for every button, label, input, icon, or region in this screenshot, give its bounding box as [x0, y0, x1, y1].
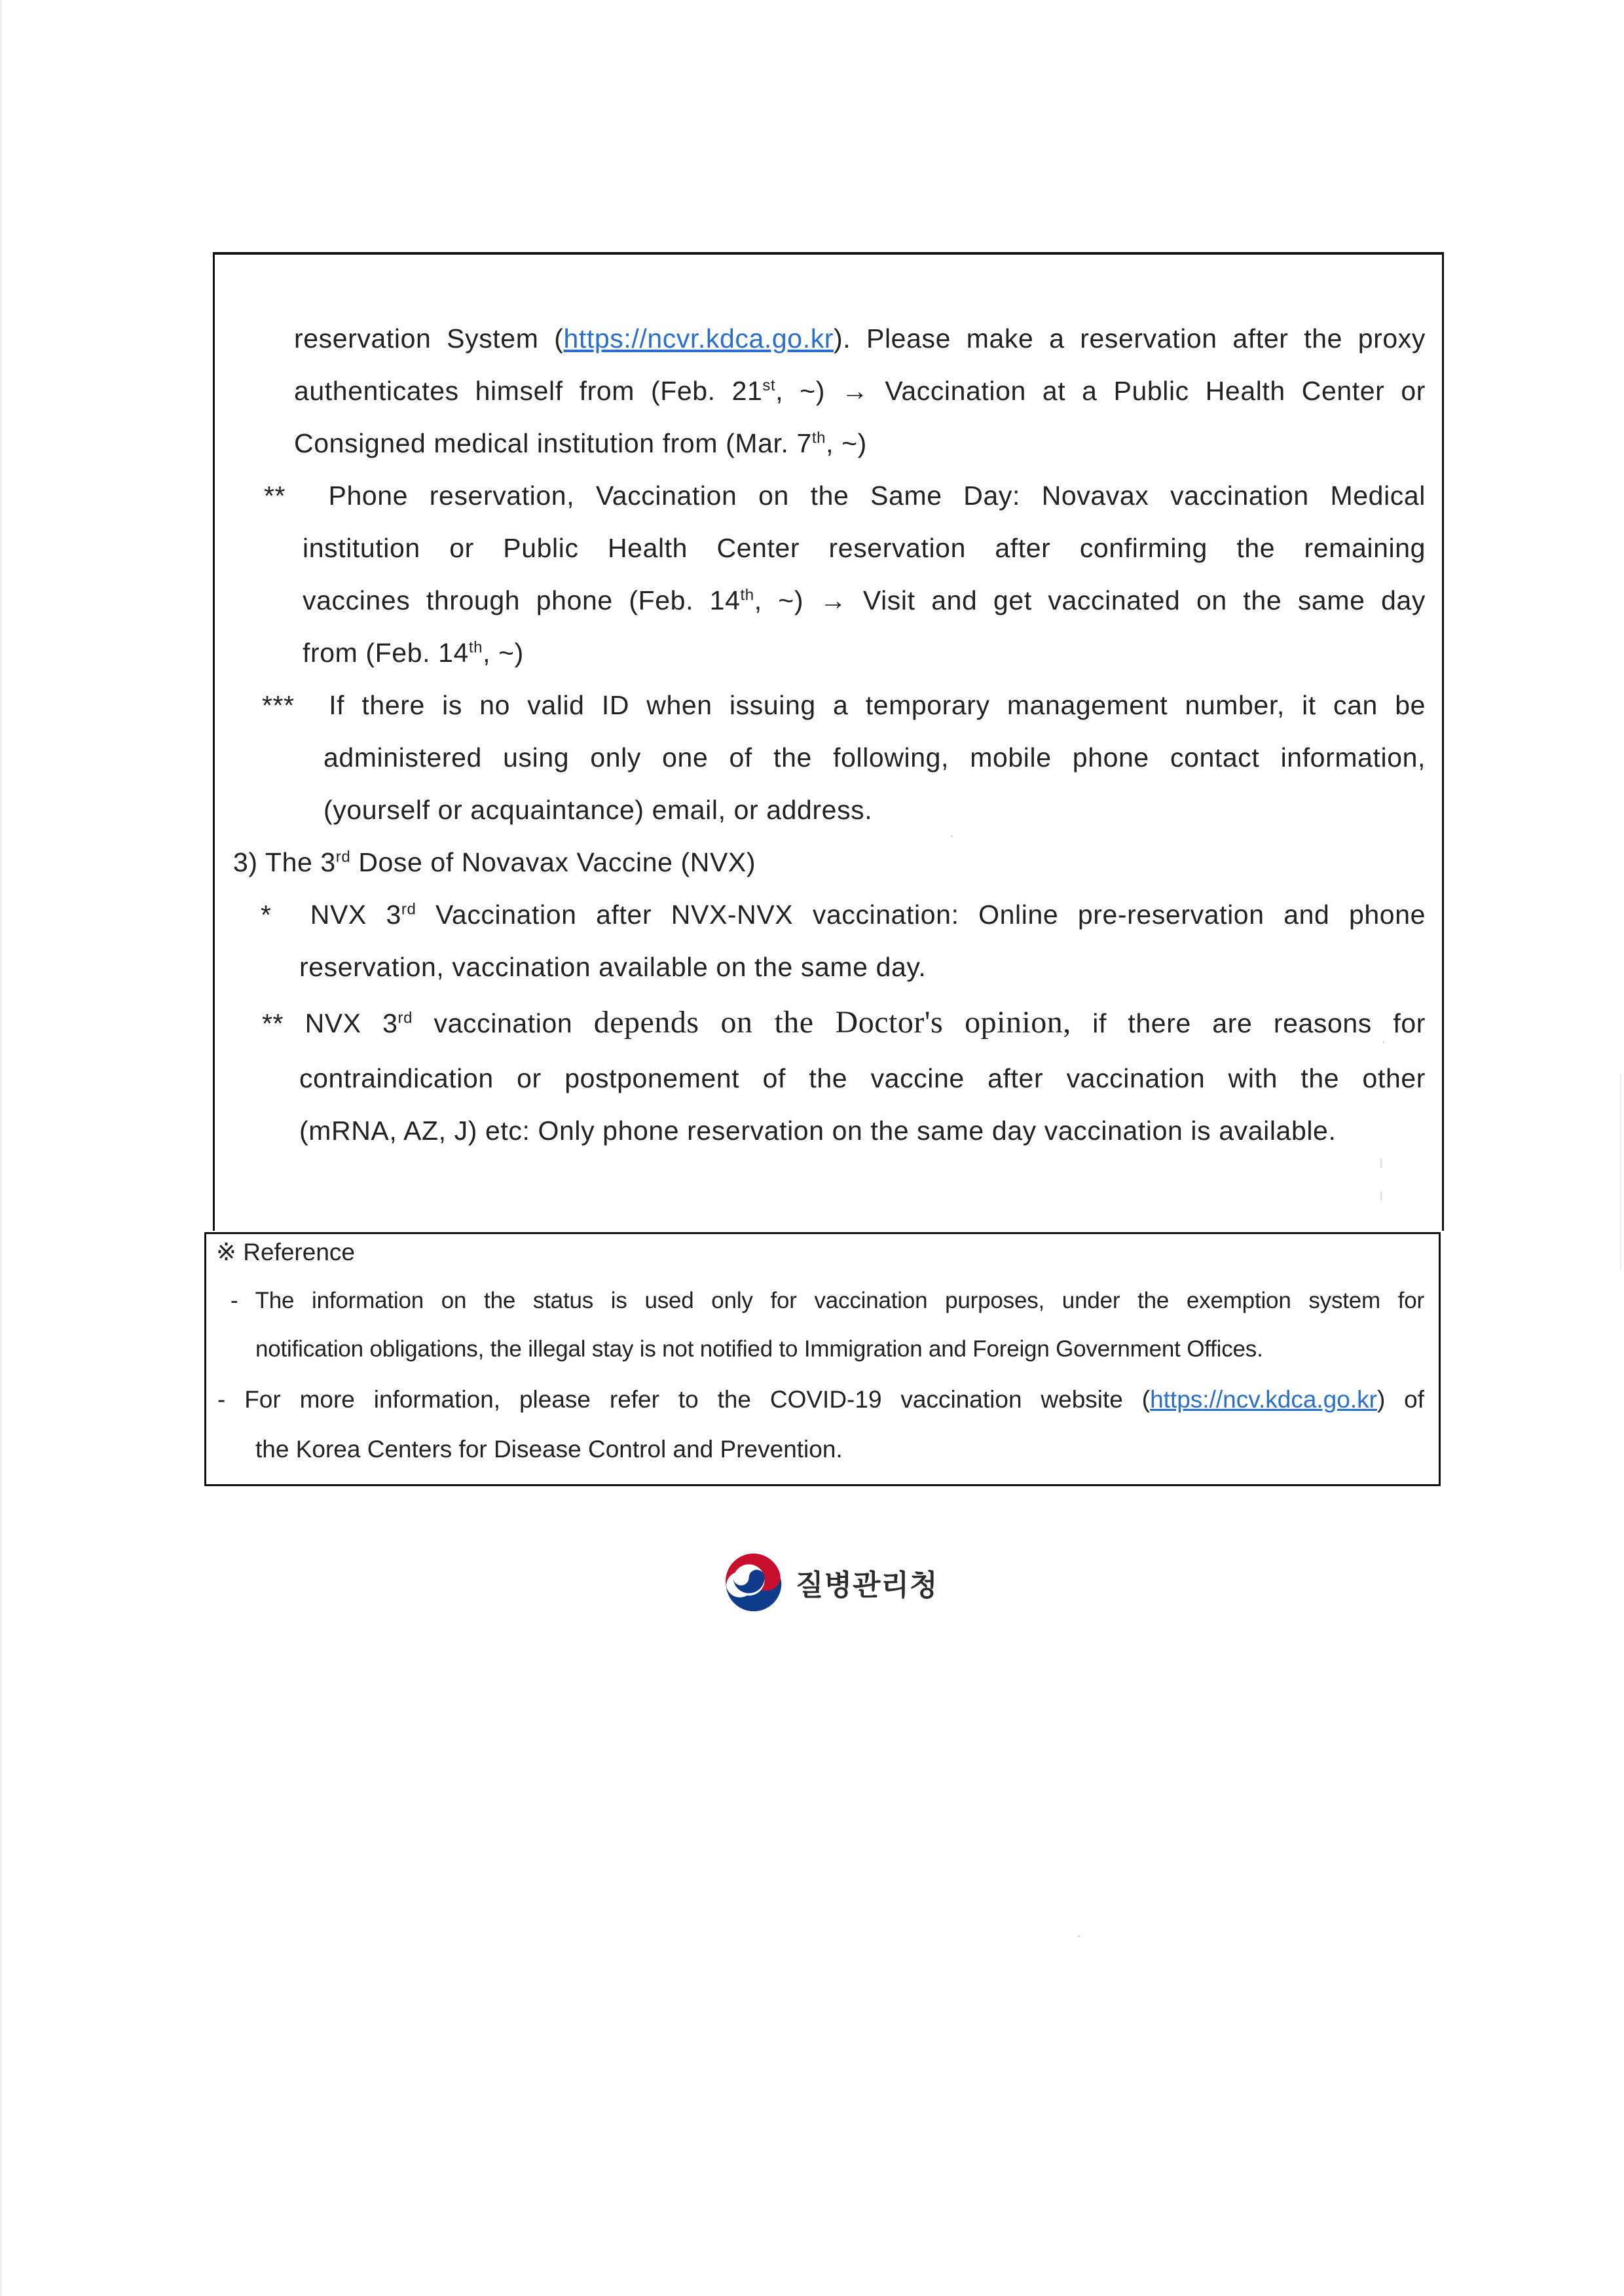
kdca-logo-text: 질병관리청 [796, 1569, 938, 1602]
reference-item-1-line-1: - The information on the status is used only for vaccination purposes, under the exemption system for [231, 1288, 1424, 1313]
nvx-third-note-line-1: * NVX 3rd Vaccination after NVX-NVX vaccination: Online pre-reservation and phone [261, 888, 1426, 941]
phone-reservation-note-line-2: institution or Public Health Center reservation after confirming the remaining [303, 533, 1426, 563]
phone-reservation-note-line-4: from (Feb. 14th, ~) [303, 638, 524, 668]
reference-title: ※ Reference [216, 1239, 355, 1266]
kdca-logo [724, 1552, 938, 1613]
ncv-website-link[interactable]: https://ncv.kdca.go.kr [1150, 1386, 1377, 1413]
scan-speck [1078, 1935, 1080, 1937]
continuation-line-1: reservation System (https://ncvr.kdca.go.kr). Please make a reservation after the proxy [294, 323, 1426, 354]
valid-id-note-line-1: *** If there is no valid ID when issuing a temporary management number, it can be [262, 679, 1426, 731]
valid-id-note-line-3: (yourself or acquaintance) email, or address. [323, 795, 873, 825]
doctor-opinion-note-line-3: (mRNA, AZ, J) etc: Only phone reservation on the same day vaccination is available. [299, 1116, 1337, 1146]
scan-speck [951, 835, 953, 837]
valid-id-note-line-2: administered using only one of the following, mobile phone contact information, [323, 742, 1426, 773]
phone-reservation-note-line-1: ** Phone reservation, Vaccination on the Same Day: Novavax vaccination Medical [264, 469, 1426, 522]
reference-item-1-line-2: notification obligations, the illegal stay is not notified to Immigration and Foreign Government Offices. [255, 1336, 1263, 1362]
triple-asterisk-marker: *** [262, 690, 295, 720]
double-asterisk-marker: ** [264, 481, 286, 511]
doctor-opinion-emphasis: depends on the Doctor's opinion, [593, 1005, 1071, 1040]
continuation-line-3: Consigned medical institution from (Mar. 7th, ~) [294, 428, 867, 458]
continuation-line-2: authenticates himself from (Feb. 21st, ~) → Vaccination at a Public Health Center or [294, 376, 1426, 406]
taegeuk-emblem-icon [724, 1552, 784, 1613]
reference-item-2-line-2: the Korea Centers for Disease Control and Prevention. [255, 1436, 843, 1463]
reference-item-2-line-1: - For more information, please refer to the COVID-19 vaccination website (https://ncv.kdca.go.kr) of [217, 1386, 1424, 1413]
scan-speck [1380, 1159, 1382, 1168]
section-3-heading: 3) The 3rd Dose of Novavax Vaccine (NVX) [233, 847, 756, 877]
scan-speck [1380, 1192, 1382, 1201]
doctor-opinion-note-line-1: ** NVX 3rd vaccination depends on the Doctor's opinion, if there are reasons for [262, 996, 1426, 1049]
doctor-opinion-note-line-2: contraindication or postponement of the vaccine after vaccination with the other [299, 1063, 1426, 1093]
nvx-third-note-line-2: reservation, vaccination available on the same day. [299, 952, 927, 982]
scan-edge [0, 0, 3, 2296]
ncvr-reservation-link[interactable]: https://ncvr.kdca.go.kr [563, 323, 834, 354]
asterisk-marker: * [261, 900, 272, 930]
double-asterisk-marker: ** [262, 1008, 284, 1038]
scan-speck [1383, 1041, 1384, 1044]
phone-reservation-note-line-3: vaccines through phone (Feb. 14th, ~) → Visit and get vaccinated on the same day [303, 585, 1426, 615]
scan-edge-right [1620, 1074, 1621, 1270]
